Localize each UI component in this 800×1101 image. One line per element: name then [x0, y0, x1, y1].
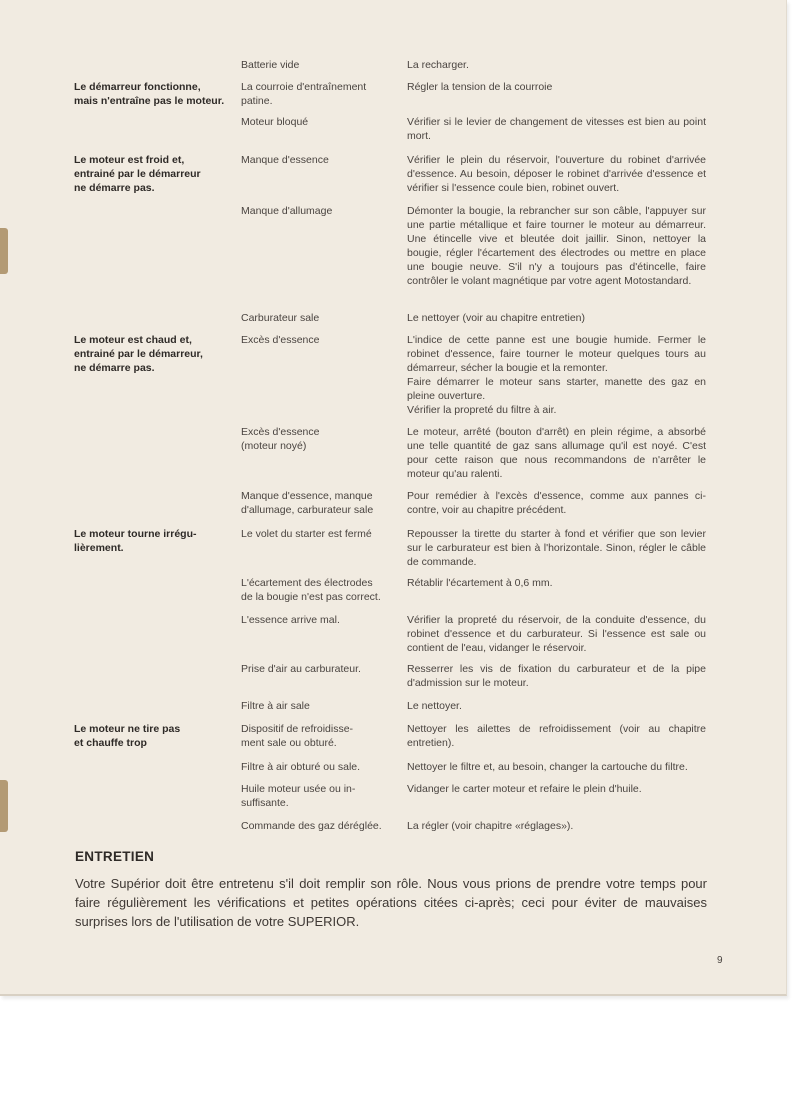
cause-cell: Manque d'essence, manque d'allumage, carburateur sale: [241, 490, 374, 516]
cause-cell: Dispositif de refroidisse- ment sale ou obturé.: [241, 723, 354, 749]
cause-cell: Manque d'allumage: [241, 205, 333, 217]
remedy-cell: La régler (voir chapitre «réglages»).: [407, 820, 574, 832]
cause-cell: Filtre à air obturé ou sale.: [241, 761, 361, 773]
cause-cell: L'écartement des électrodes de la bougie n'est pas correct.: [241, 577, 381, 603]
remedy-cell: Régler la tension de la courroie: [407, 81, 553, 93]
remedy-cell: Le nettoyer (voir au chapitre entretien): [407, 312, 586, 324]
remedy-cell: Nettoyer le filtre et, au besoin, changer la cartouche du filtre.: [407, 761, 688, 773]
section-text-entretien: Votre Supérior doit être entretenu s'il doit remplir son rôle. Nous vous prions de prendre votre temps pour faire régulièrement les vérifications et petites opérations citées ci-après; ceci pour éviter de mauvaises surprises lors de l'utilisation de votre SUPERIOR.: [75, 876, 707, 929]
symptom-label: Le moteur ne tire pas et chauffe trop: [74, 723, 181, 749]
binding-stain-bottom: [0, 780, 8, 832]
remedy-cell: L'indice de cette panne est une bougie humide. Fermer le robinet d'essence, faire tourner le moteur quelques tours au démarreur, sécher la bougie et la remonter. Faire démarrer le moteur sans starter, manette des gaz en pleine ouverture. Vérifier la propreté du filtre à air.: [407, 334, 706, 416]
cause-cell: Commande des gaz déréglée.: [241, 820, 382, 832]
cause-cell: Moteur bloqué: [241, 116, 309, 128]
cause-cell: Batterie vide: [241, 59, 300, 71]
remedy-cell: La recharger.: [407, 59, 469, 71]
cause-cell: Excès d'essence (moteur noyé): [241, 426, 320, 452]
remedy-cell: Démonter la bougie, la rebrancher sur son câble, l'appuyer sur une partie métallique et faire tourner le moteur au démarreur. Une étincelle vive et bleutée doit jaillir. Sinon, nettoyer la bougie, régler l'écartement des électrodes ou mettre en place une bougie neuve. S'il n'y a toujours pas d'étincelle, faire contrôler le volant magnétique par votre agent Motostandard.: [407, 205, 706, 287]
cause-cell: La courroie d'entraînement patine.: [241, 81, 367, 107]
remedy-cell: Rétablir l'écartement à 0,6 mm.: [407, 577, 553, 589]
remedy-cell: Nettoyer les ailettes de refroidissement (voir au chapitre entretien).: [407, 723, 706, 749]
section-title-entretien: ENTRETIEN: [75, 849, 155, 864]
cause-cell: Excès d'essence: [241, 334, 320, 346]
remedy-cell: Le moteur, arrêté (bouton d'arrêt) en plein régime, a absorbé une telle quantité de gaz sans allumage qu'il est noyé. C'est pour cette raison que nous recommandons de n'arrêter le moteur qu'au ralenti.: [407, 426, 706, 480]
cause-cell: Carburateur sale: [241, 312, 320, 324]
remedy-cell: Repousser la tirette du starter à fond et vérifier que son levier sur le carburateur est bien à l'horizontale. Sinon, régler le câble de commande.: [407, 528, 706, 568]
remedy-cell: Vérifier si le levier de changement de vitesses est bien au point mort.: [407, 116, 706, 142]
remedy-cell: Resserrer les vis de fixation du carburateur et de la pipe d'admission sur le moteur.: [407, 663, 706, 689]
symptom-label: Le moteur est froid et, entrainé par le démarreur ne démarre pas.: [74, 154, 201, 194]
remedy-cell: Le nettoyer.: [407, 700, 462, 712]
remedy-cell: Pour remédier à l'excès d'essence, comme aux pannes ci-contre, voir au chapitre précédent.: [407, 490, 706, 516]
binding-stain-top: [0, 228, 8, 274]
symptom-label: Le moteur est chaud et, entrainé par le démarreur, ne démarre pas.: [74, 334, 203, 374]
page-number: 9: [717, 955, 723, 966]
cause-cell: Huile moteur usée ou in- suffisante.: [241, 783, 356, 809]
cause-cell: L'essence arrive mal.: [241, 614, 340, 626]
cause-cell: Manque d'essence: [241, 154, 329, 166]
symptom-label: Le moteur tourne irrégu- lièrement.: [74, 528, 197, 554]
cause-cell: Filtre à air sale: [241, 700, 310, 712]
remedy-cell: Vérifier la propreté du réservoir, de la conduite d'essence, du robinet d'essence et du carburateur. Si l'essence est sale ou contient de l'eau, vidanger le réservoir.: [407, 614, 706, 654]
remedy-cell: Vérifier le plein du réservoir, l'ouverture du robinet d'arrivée d'essence. Au besoin, déposer le robinet d'arrivée d'essence et vérifier si l'essence coule bien, robinet ouvert.: [407, 154, 706, 194]
remedy-cell: Vidanger le carter moteur et refaire le plein d'huile.: [407, 783, 642, 795]
cause-cell: Prise d'air au carburateur.: [241, 663, 361, 675]
symptom-label: Le démarreur fonctionne, mais n'entraîne pas le moteur.: [74, 81, 225, 107]
cause-cell: Le volet du starter est fermé: [241, 528, 372, 540]
